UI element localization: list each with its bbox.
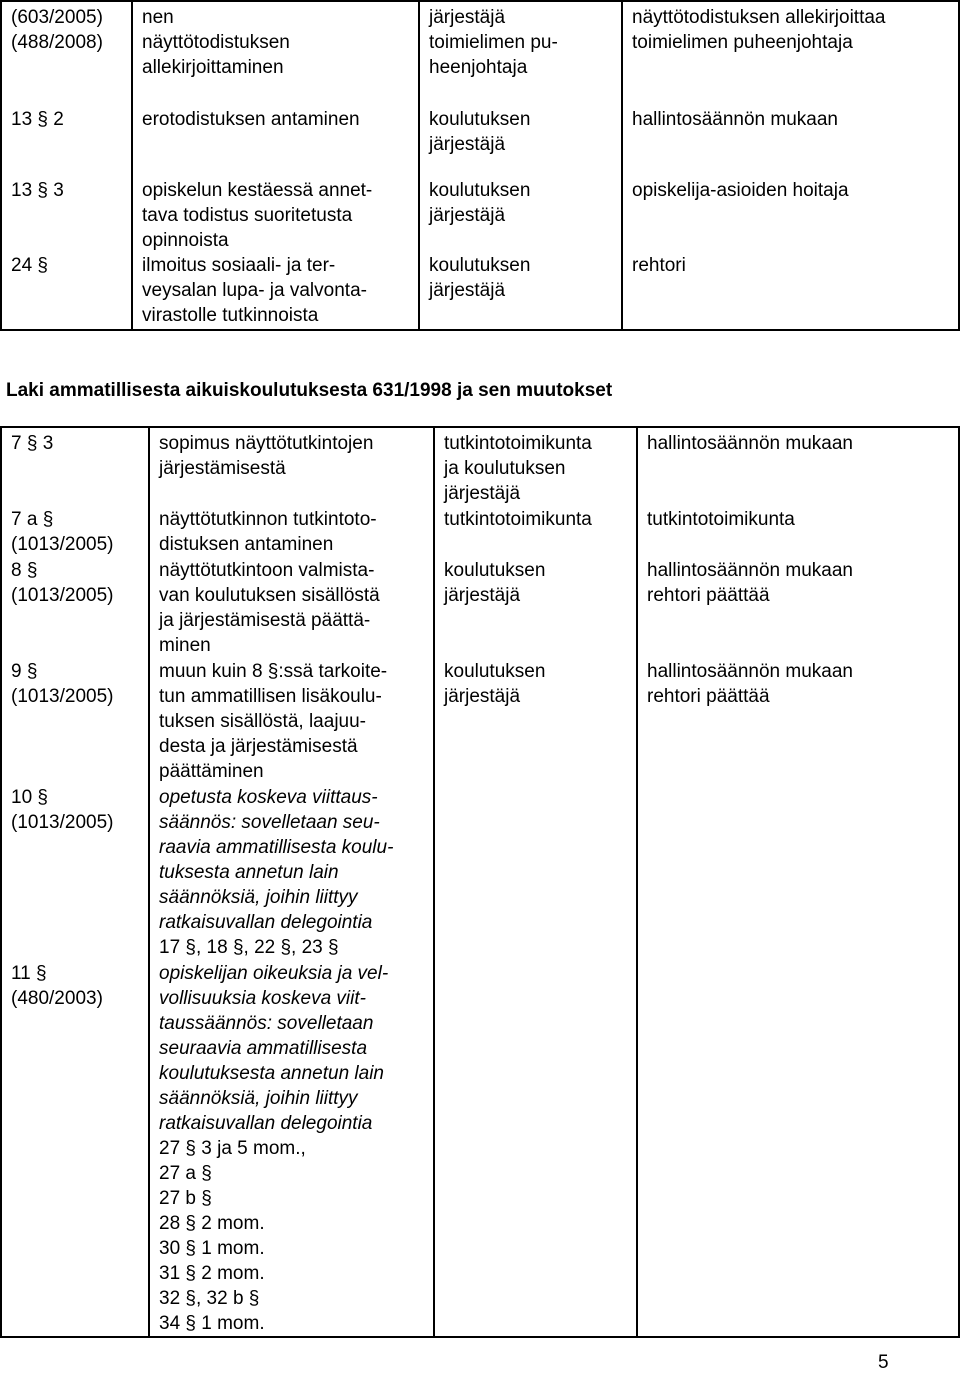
cell-delegate <box>637 784 959 960</box>
cell-section <box>1 557 149 658</box>
cell-line: muun kuin 8 §:ssä tarkoite- <box>159 661 388 682</box>
cell-line: tutkintotoimikunta <box>647 509 795 530</box>
cell-line: 24 § <box>11 255 48 276</box>
cell-line: tava todistus suoritetusta <box>142 205 353 226</box>
cell-line: 10 § <box>11 787 48 808</box>
authority-table-2 <box>0 426 960 1338</box>
cell-matter <box>149 960 434 1337</box>
cell-line: taussäännös: sovelletaan <box>159 1013 374 1034</box>
cell-line: (603/2005) <box>11 7 103 28</box>
cell-delegate <box>637 557 959 658</box>
cell-line: 27 b § <box>159 1188 212 1209</box>
cell-section <box>1 658 149 784</box>
cell-line: tuksen sisällöstä, laajuu- <box>159 711 366 732</box>
cell-line: heenjohtaja <box>429 57 528 78</box>
cell-line: (488/2008) <box>11 32 103 53</box>
cell-section <box>1 170 132 253</box>
cell-delegate <box>637 427 959 506</box>
table-row <box>1 170 959 253</box>
table1-body <box>1 1 959 330</box>
cell-line: 34 § 1 mom. <box>159 1313 265 1334</box>
cell-line: päättäminen <box>159 761 264 782</box>
cell-matter <box>132 253 419 330</box>
cell-delegate <box>637 960 959 1337</box>
cell-line: näyttötodistuksen allekirjoittaa <box>632 7 886 28</box>
cell-line: distuksen antaminen <box>159 534 334 555</box>
cell-line: toimielimen puheenjohtaja <box>632 32 853 53</box>
cell-competent <box>434 960 637 1337</box>
cell-delegate <box>637 658 959 784</box>
cell-line: hallintosäännön mukaan <box>647 560 853 581</box>
cell-line: ratkaisuvallan delegointia <box>159 1113 373 1134</box>
authority-table-1 <box>0 0 960 331</box>
cell-line: (1013/2005) <box>11 812 114 833</box>
cell-matter <box>149 557 434 658</box>
table2-body <box>1 427 959 1337</box>
cell-line: desta ja järjestämisestä <box>159 736 358 757</box>
cell-line: 13 § 2 <box>11 109 64 130</box>
cell-line: 27 § 3 ja 5 mom., <box>159 1138 306 1159</box>
cell-line: koulutuksen <box>429 255 531 276</box>
cell-line: tuksesta annetun lain <box>159 862 339 883</box>
cell-line: minen <box>159 635 211 656</box>
cell-line: näyttötodistuksen <box>142 32 290 53</box>
cell-line: järjestäjä <box>429 205 506 226</box>
cell-line: hallintosäännön mukaan <box>647 433 853 454</box>
cell-matter <box>132 99 419 170</box>
cell-section <box>1 1 132 99</box>
cell-line: 8 § <box>11 560 38 581</box>
cell-line: 28 § 2 mom. <box>159 1213 265 1234</box>
cell-line: 11 § <box>11 963 47 984</box>
cell-line: seuraavia ammatillisesta <box>159 1038 368 1059</box>
cell-matter <box>149 658 434 784</box>
table-row <box>1 557 959 658</box>
cell-matter <box>149 784 434 960</box>
table-row <box>1 1 959 99</box>
section-heading: Laki ammatillisesta aikuiskoulutuksesta 631/1998 ja sen muutokset <box>6 380 613 401</box>
cell-competent <box>419 253 622 330</box>
cell-line: (480/2003) <box>11 988 103 1009</box>
cell-line: erotodistuksen antaminen <box>142 109 360 130</box>
cell-line: koulutuksesta annetun lain <box>159 1063 384 1084</box>
cell-line: nen <box>142 7 174 28</box>
cell-line: ilmoitus sosiaali- ja ter- <box>142 255 336 276</box>
table-row <box>1 658 959 784</box>
table-row <box>1 99 959 170</box>
cell-line: järjestäjä <box>429 280 506 301</box>
cell-line: opetusta koskeva viittaus- <box>159 787 378 808</box>
cell-line: virastolle tutkinnoista <box>142 305 319 326</box>
cell-matter <box>149 506 434 557</box>
cell-line: raavia ammatillisesta koulu- <box>159 837 394 858</box>
cell-line: 27 a § <box>159 1163 212 1184</box>
cell-line: tutkintotoimikunta <box>444 433 592 454</box>
cell-section <box>1 506 149 557</box>
cell-line: järjestäjä <box>444 686 521 707</box>
cell-line: koulutuksen <box>429 109 531 130</box>
cell-line: järjestämisestä <box>159 458 286 479</box>
cell-line: näyttötutkinnon tutkintoto- <box>159 509 377 530</box>
cell-line: hallintosäännön mukaan <box>632 109 838 130</box>
cell-competent <box>434 427 637 506</box>
cell-line: 13 § 3 <box>11 180 64 201</box>
cell-line: 7 § 3 <box>11 433 54 454</box>
cell-line: ja koulutuksen <box>444 458 566 479</box>
page-number: 5 <box>878 1352 889 1373</box>
cell-line: ratkaisuvallan delegointia <box>159 912 373 933</box>
cell-matter <box>132 170 419 253</box>
cell-line: tun ammatillisen lisäkoulu- <box>159 686 382 707</box>
cell-line: järjestäjä <box>444 483 521 504</box>
cell-line: opiskelijan oikeuksia ja vel- <box>159 963 389 984</box>
cell-line: 31 § 2 mom. <box>159 1263 265 1284</box>
cell-line: van koulutuksen sisällöstä <box>159 585 380 606</box>
cell-line: hallintosäännön mukaan <box>647 661 853 682</box>
cell-competent <box>419 170 622 253</box>
cell-line: (1013/2005) <box>11 534 114 555</box>
cell-line: sopimus näyttötutkintojen <box>159 433 374 454</box>
cell-competent <box>434 506 637 557</box>
cell-line: säännös: sovelletaan seu- <box>159 812 380 833</box>
cell-competent <box>419 99 622 170</box>
table-row <box>1 427 959 506</box>
cell-line: rehtori <box>632 255 686 276</box>
cell-line: koulutuksen <box>429 180 531 201</box>
cell-line: ja järjestämisestä päättä- <box>159 610 371 631</box>
cell-delegate <box>622 253 959 330</box>
cell-competent <box>434 557 637 658</box>
cell-competent <box>434 784 637 960</box>
cell-line: järjestäjä <box>429 7 506 28</box>
cell-delegate <box>622 1 959 99</box>
table-row <box>1 506 959 557</box>
cell-line: koulutuksen <box>444 560 546 581</box>
table-row <box>1 960 959 1337</box>
cell-line: allekirjoittaminen <box>142 57 284 78</box>
cell-section <box>1 253 132 330</box>
cell-line: opiskelija-asioiden hoitaja <box>632 180 849 201</box>
cell-section <box>1 427 149 506</box>
cell-line: 7 a § <box>11 509 54 530</box>
cell-section <box>1 960 149 1337</box>
cell-line: 17 §, 18 §, 22 §, 23 § <box>159 937 339 958</box>
cell-matter <box>149 427 434 506</box>
cell-line: näyttötutkintoon valmista- <box>159 560 375 581</box>
cell-line: 30 § 1 mom. <box>159 1238 265 1259</box>
cell-delegate <box>622 99 959 170</box>
cell-delegate <box>637 506 959 557</box>
cell-line: (1013/2005) <box>11 686 114 707</box>
cell-line: toimielimen pu- <box>429 32 558 53</box>
table-row <box>1 253 959 330</box>
table-row <box>1 784 959 960</box>
cell-section <box>1 99 132 170</box>
cell-line: (1013/2005) <box>11 585 114 606</box>
cell-line: 9 § <box>11 661 38 682</box>
cell-line: opinnoista <box>142 230 229 251</box>
cell-line: rehtori päättää <box>647 585 770 606</box>
cell-line: järjestäjä <box>444 585 521 606</box>
cell-line: 32 §, 32 b § <box>159 1288 260 1309</box>
cell-line: vollisuuksia koskeva viit- <box>159 988 366 1009</box>
cell-line: säännöksiä, joihin liittyy <box>159 1088 358 1109</box>
cell-line: rehtori päättää <box>647 686 770 707</box>
cell-line: koulutuksen <box>444 661 546 682</box>
cell-line: veysalan lupa- ja valvonta- <box>142 280 367 301</box>
cell-competent <box>434 658 637 784</box>
cell-line: opiskelun kestäessä annet- <box>142 180 373 201</box>
cell-competent <box>419 1 622 99</box>
cell-line: säännöksiä, joihin liittyy <box>159 887 358 908</box>
cell-section <box>1 784 149 960</box>
cell-matter <box>132 1 419 99</box>
cell-line: tutkintotoimikunta <box>444 509 592 530</box>
cell-line: järjestäjä <box>429 134 506 155</box>
cell-delegate <box>622 170 959 253</box>
